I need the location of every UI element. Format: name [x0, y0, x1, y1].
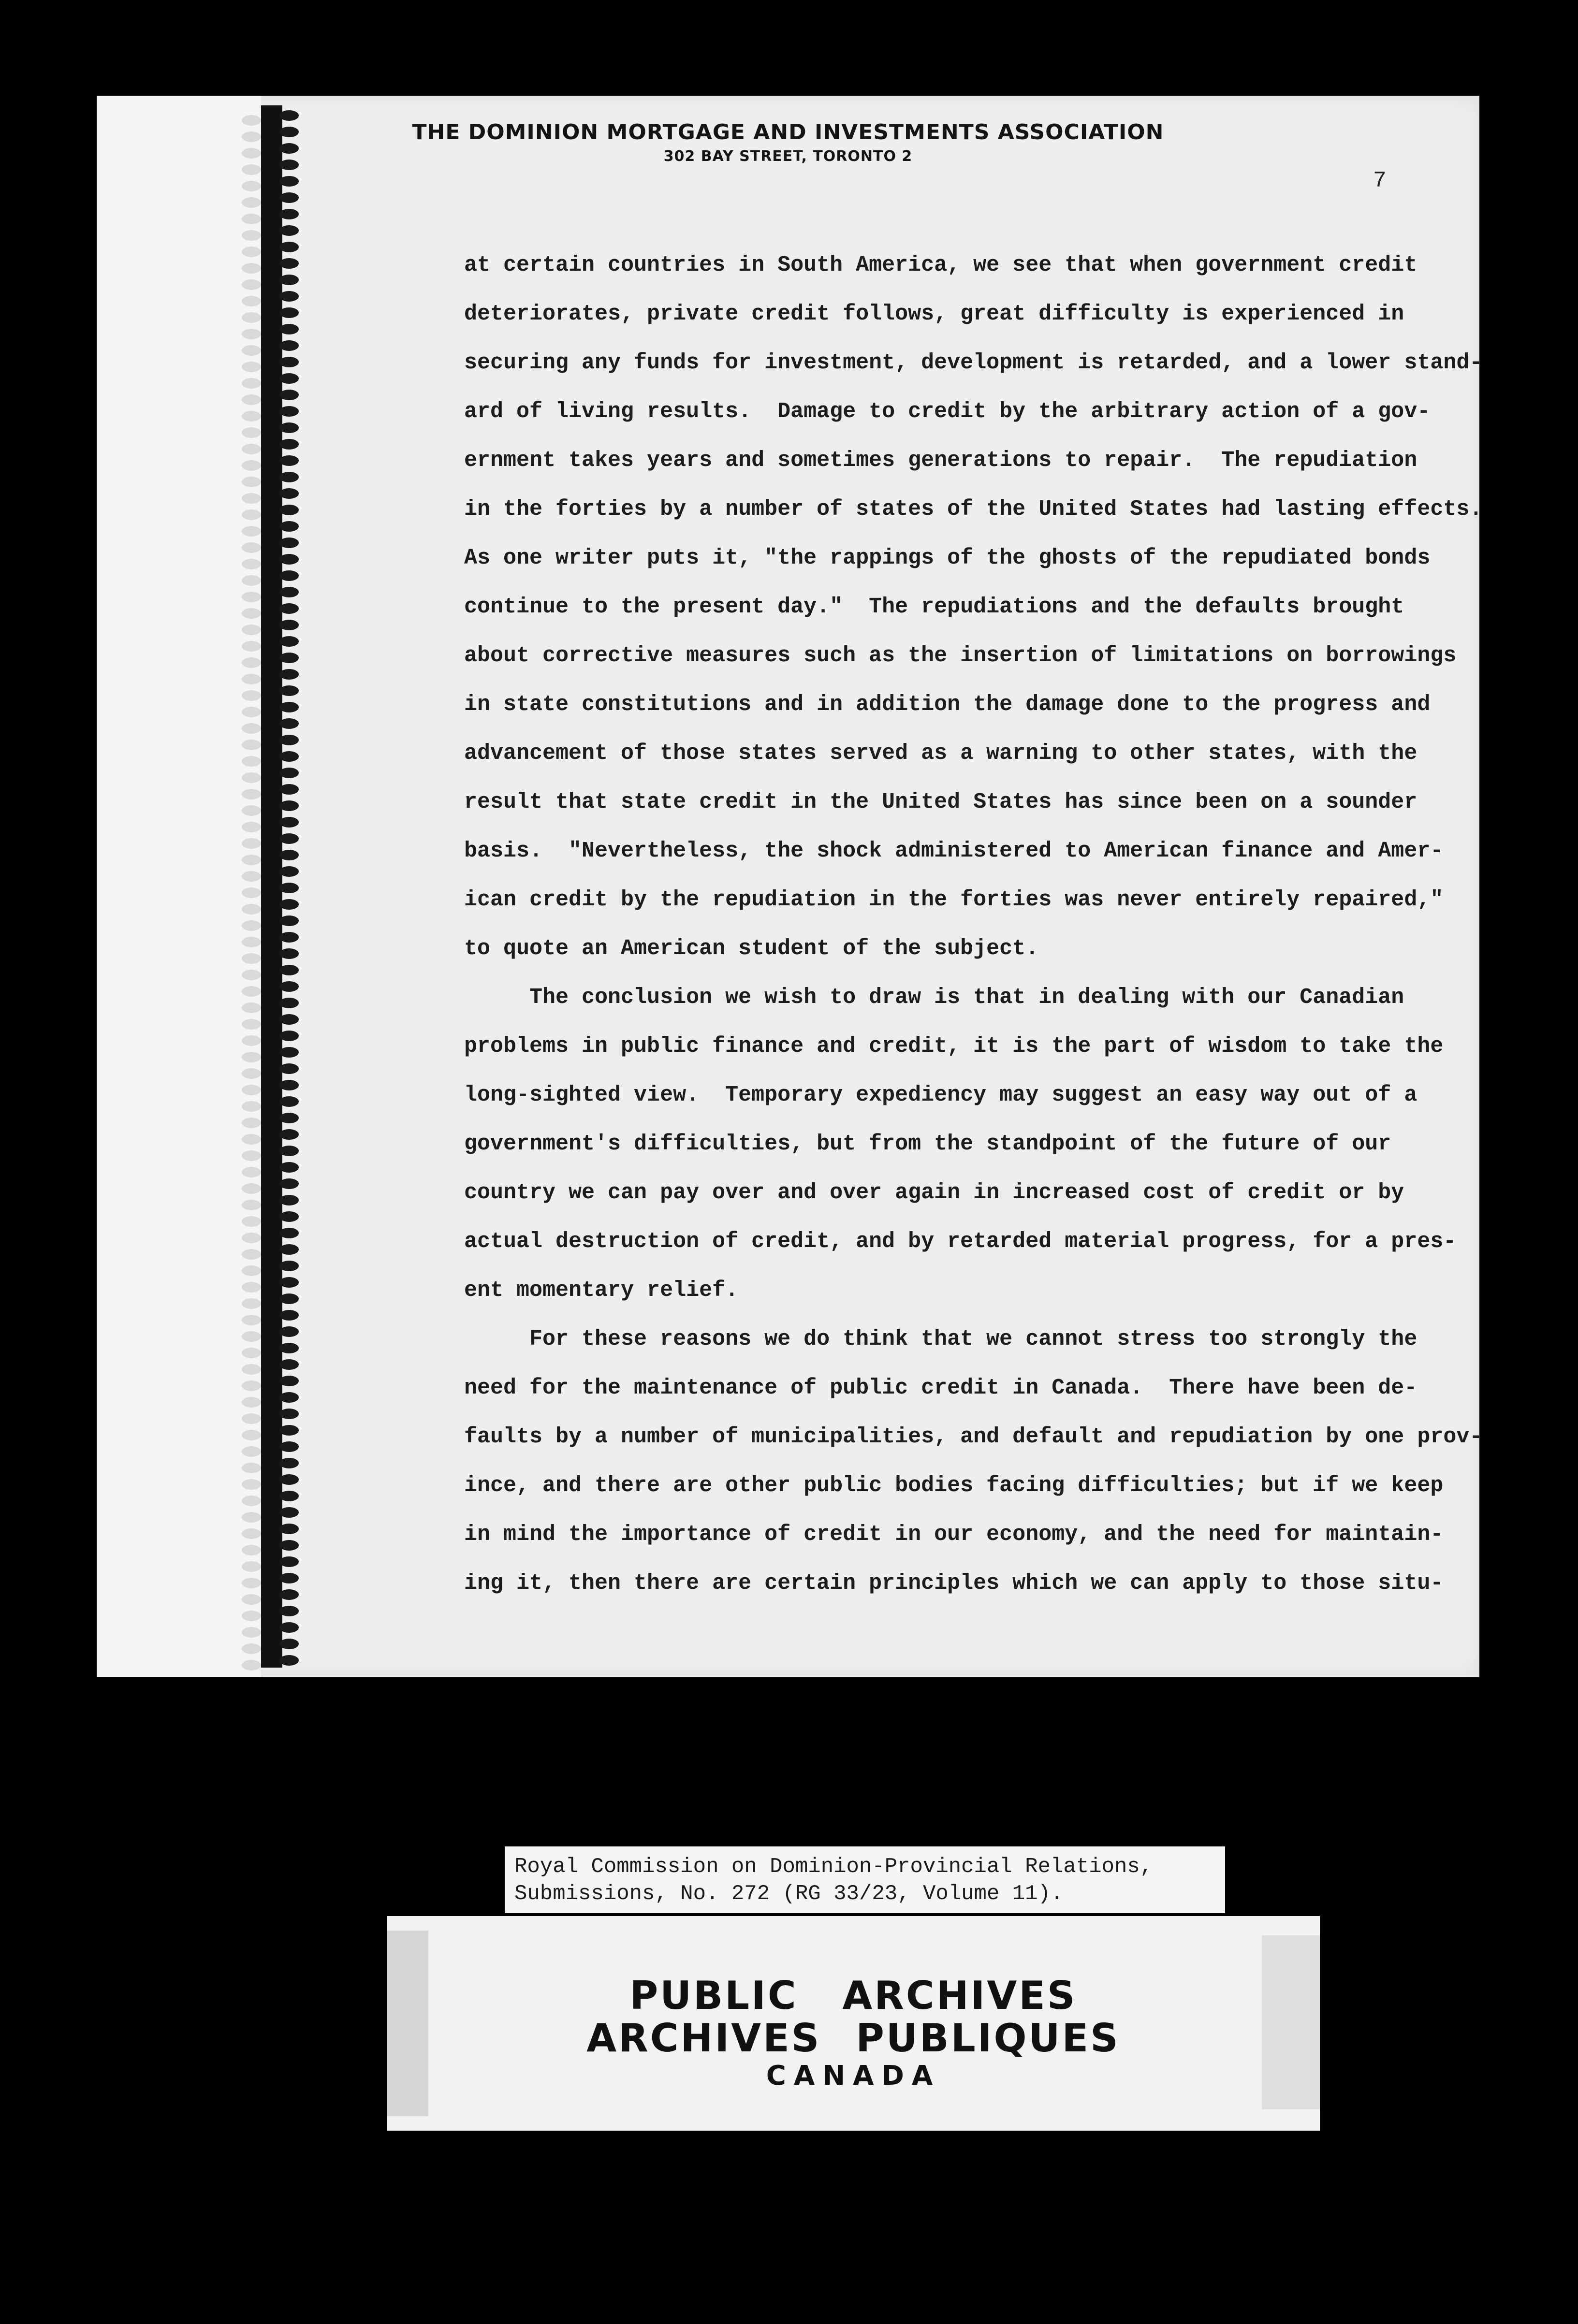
binding-ring: [279, 1491, 299, 1501]
text-line: faults by a number of municipalities, and default and repudiation by one prov-: [464, 1424, 1483, 1449]
binding-ring: [279, 965, 299, 975]
binding-ring-shadow: [242, 970, 261, 980]
stamp-line-2: ARCHIVES PUBLIQUES: [586, 2016, 1120, 2061]
binding-ring: [279, 1146, 299, 1156]
binding-ring-shadow: [242, 1611, 261, 1621]
binding-ring: [279, 505, 299, 515]
binding-ring: [279, 1293, 299, 1304]
document-page: [97, 96, 1483, 1677]
binding-ring-shadow: [242, 1413, 261, 1424]
binding-ring-shadow: [242, 674, 261, 684]
binding-ring-shadow: [242, 1265, 261, 1276]
page-number: 7: [1373, 168, 1387, 193]
binding-ring: [279, 932, 299, 943]
binding-ring: [279, 1474, 299, 1485]
text-line: actual destruction of credit, and by retarded material progress, for a pres-: [464, 1229, 1457, 1254]
binding-ring: [279, 242, 299, 252]
text-line: in mind the importance of credit in our economy, and the need for maintain-: [464, 1522, 1444, 1547]
binding-ring-shadow: [242, 1397, 261, 1408]
binding-ring-shadow: [242, 1249, 261, 1260]
binding-ring: [279, 390, 299, 400]
binding-ring: [279, 1606, 299, 1616]
binding-ring-shadow: [242, 1512, 261, 1523]
text-line: ard of living results. Damage to credit by the arbitrary action of a gov-: [464, 399, 1431, 424]
text-line: The conclusion we wish to draw is that in dealing with our Canadian: [464, 985, 1404, 1010]
binding-ring: [279, 1047, 299, 1058]
binding-ring-shadow: [242, 1167, 261, 1177]
binding-ring-shadow: [242, 247, 261, 257]
binding-ring: [279, 784, 299, 795]
text-line: deteriorates, private credit follows, great difficulty is experienced in: [464, 302, 1404, 326]
binding-ring-shadow: [242, 1216, 261, 1227]
binding-ring: [279, 718, 299, 729]
binding-ring-shadow: [242, 1364, 261, 1375]
binding-ring-shadow: [242, 394, 261, 405]
text-line: ernment takes years and sometimes generations to repair. The repudiation: [464, 448, 1417, 473]
binding-ring-shadow: [242, 1331, 261, 1342]
binding-ring-shadow: [242, 887, 261, 898]
binding-ring-shadow: [242, 1200, 261, 1210]
binding-ring: [279, 1376, 299, 1386]
binding-ring: [279, 488, 299, 499]
binding-ring: [279, 669, 299, 680]
binding-ring-shadow: [242, 279, 261, 290]
body-text: [464, 241, 1483, 1608]
binding-ring-shadow: [242, 164, 261, 175]
binding-ring: [279, 1409, 299, 1419]
archive-reference-line-2: Submissions, No. 272 (RG 33/23, Volume 11).: [514, 1882, 1064, 1906]
binding-ring-shadow: [242, 1101, 261, 1112]
binding-ring-shadow: [242, 1233, 261, 1243]
binding-ring-shadow: [242, 707, 261, 717]
text-line: country we can pay over and over again in increased cost of credit or by: [464, 1180, 1404, 1205]
binding-ring: [279, 1162, 299, 1173]
binding-ring: [279, 1441, 299, 1452]
binding-ring-shadow: [242, 230, 261, 241]
binding-ring: [279, 324, 299, 334]
binding-ring-shadow: [242, 460, 261, 471]
binding-ring: [279, 1573, 299, 1583]
binding-ring-shadow: [242, 641, 261, 652]
binding-ring-shadow: [242, 542, 261, 553]
binding-ring-shadow: [242, 1545, 261, 1555]
binding-ring-shadow: [242, 312, 261, 323]
text-line: continue to the present day." The repudiations and the defaults brought: [464, 595, 1404, 619]
binding-ring: [279, 653, 299, 663]
binding-ring: [279, 1261, 299, 1271]
text-line: ing it, then there are certain principles which we can apply to those situ-: [464, 1571, 1444, 1596]
text-line: ince, and there are other public bodies facing difficulties; but if we keep: [464, 1473, 1444, 1498]
binding-ring-shadow: [242, 1594, 261, 1605]
binding-ring-shadow: [242, 986, 261, 997]
binding-ring: [279, 225, 299, 236]
binding-ring: [279, 570, 299, 581]
binding-ring: [279, 735, 299, 745]
binding-ring: [279, 1639, 299, 1649]
binding-ring: [279, 768, 299, 778]
binding-ring: [279, 833, 299, 844]
letterhead-address: 302 BAY STREET, TORONTO 2: [663, 148, 913, 165]
binding-ring-shadow: [242, 1068, 261, 1079]
binding-ring-shadow: [242, 953, 261, 964]
binding-ring: [279, 1113, 299, 1123]
text-line: in state constitutions and in addition the damage done to the progress and: [464, 692, 1431, 717]
stamp-line-3: CANADA: [766, 2060, 941, 2092]
binding-ring-shadow: [242, 608, 261, 619]
binding-ring-shadow: [242, 690, 261, 701]
binding-ring: [279, 307, 299, 318]
binding-ring-shadow: [242, 411, 261, 421]
binding-ring: [279, 1228, 299, 1238]
binding-ring-shadow: [242, 362, 261, 372]
binding-ring-shadow: [242, 1002, 261, 1013]
binding-ring-shadow: [242, 1134, 261, 1145]
binding-ring-shadow: [242, 1085, 261, 1095]
binding-ring-shadow: [242, 427, 261, 438]
binding-ring-shadow: [242, 181, 261, 191]
binding-ring: [279, 209, 299, 219]
binding-ring: [279, 1063, 299, 1074]
binding-ring: [279, 1655, 299, 1666]
binding-ring: [279, 636, 299, 647]
text-line: at certain countries in South America, we see that when government credit: [464, 253, 1417, 277]
page-left-margin: [97, 96, 261, 1677]
text-line: government's difficulties, but from the standpoint of the future of our: [464, 1132, 1391, 1156]
binding-ring-shadow: [242, 1430, 261, 1440]
archives-stamp: [387, 1916, 1320, 2131]
binding-ring-shadow: [242, 1380, 261, 1391]
binding-ring-shadow: [242, 575, 261, 586]
binding-ring-shadow: [242, 1118, 261, 1128]
binding-ring: [279, 702, 299, 712]
binding-ring-shadow: [242, 904, 261, 915]
archive-reference-label: [505, 1846, 1225, 1913]
text-line: problems in public finance and credit, it is the part of wisdom to take the: [464, 1034, 1444, 1059]
binding-ring: [279, 422, 299, 433]
stamp-line-1: PUBLIC ARCHIVES: [629, 1973, 1077, 2018]
binding-ring-shadow: [242, 345, 261, 356]
text-line: result that state credit in the United States has since been on a sounder: [464, 790, 1417, 814]
binding-ring: [279, 1244, 299, 1255]
binding-ring-shadow: [242, 1298, 261, 1309]
binding-ring: [279, 866, 299, 877]
binding-ring-shadow: [242, 723, 261, 734]
binding-ring: [279, 258, 299, 269]
binding-ring-shadow: [242, 1660, 261, 1670]
binding-ring: [279, 603, 299, 614]
binding-ring-shadow: [242, 871, 261, 882]
text-line: to quote an American student of the subject.: [464, 936, 1039, 961]
binding-ring: [279, 439, 299, 450]
binding-ring-shadow: [242, 444, 261, 454]
binding-ring: [279, 1524, 299, 1534]
text-line: securing any funds for investment, development is retarded, and a lower stand-: [464, 350, 1483, 375]
binding-ring: [279, 275, 299, 285]
binding-ring: [279, 406, 299, 417]
binding-ring-shadow: [242, 838, 261, 849]
binding-ring-shadow: [242, 772, 261, 783]
binding-ring-shadow: [242, 1463, 261, 1473]
text-line: basis. "Nevertheless, the shock administered to American finance and Amer-: [464, 839, 1444, 863]
binding-ring: [279, 751, 299, 762]
binding-ring: [279, 1195, 299, 1206]
binding-ring: [279, 455, 299, 466]
binding-ring: [279, 1211, 299, 1222]
binding-ring-shadow: [242, 1479, 261, 1490]
binding-ring-shadow: [242, 509, 261, 520]
text-line: long-sighted view. Temporary expediency may suggest an easy way out of a: [464, 1083, 1417, 1107]
binding-ring: [279, 291, 299, 302]
binding-ring-shadow: [242, 1315, 261, 1325]
binding-ring: [279, 817, 299, 828]
binding-ring: [279, 192, 299, 203]
binding-ring: [279, 537, 299, 548]
binding-ring: [279, 472, 299, 482]
binding-ring: [279, 1326, 299, 1337]
binding-ring-shadow: [242, 526, 261, 537]
archive-reference-line-1: Royal Commission on Dominion-Provincial Relations,: [514, 1855, 1153, 1879]
binding-ring-shadow: [242, 657, 261, 668]
binding-ring-shadow: [242, 1019, 261, 1030]
binding-ring-shadow: [242, 1627, 261, 1638]
binding-ring: [279, 1589, 299, 1600]
binding-ring: [279, 850, 299, 860]
binding-ring-shadow: [242, 1561, 261, 1572]
binding-ring: [279, 1031, 299, 1041]
binding-ring: [279, 981, 299, 992]
binding-ring-shadow: [242, 378, 261, 389]
binding-ring-shadow: [242, 1282, 261, 1293]
binding-ring-shadow: [242, 493, 261, 504]
binding-ring: [279, 1014, 299, 1025]
binding-ring: [279, 800, 299, 811]
binding-ring-shadow: [242, 1446, 261, 1457]
binding-ring-shadow: [242, 789, 261, 799]
binding-ring-shadow: [242, 805, 261, 816]
text-line: ican credit by the repudiation in the forties was never entirely repaired,": [464, 887, 1444, 912]
binding-ring: [279, 521, 299, 532]
binding-ring-shadow: [242, 1528, 261, 1539]
binding-ring: [279, 1425, 299, 1436]
binding-ring-shadow: [242, 592, 261, 602]
binding-ring: [279, 176, 299, 187]
binding-ring: [279, 1080, 299, 1090]
binding-ring: [279, 1392, 299, 1403]
letterhead-title: THE DOMINION MORTGAGE AND INVESTMENTS ASSOCIATION: [412, 120, 1164, 145]
binding-ring-shadow: [242, 1496, 261, 1506]
binding-ring: [279, 1178, 299, 1189]
binding-ring-shadow: [242, 559, 261, 569]
binding-ring: [279, 110, 299, 121]
binding-ring-shadow: [242, 1643, 261, 1654]
binding-ring: [279, 1277, 299, 1288]
binding-ring-shadow: [242, 740, 261, 750]
binding-ring-shadow: [242, 920, 261, 931]
binding-ring: [279, 1343, 299, 1353]
binding-ring-shadow: [242, 756, 261, 767]
binding-ring: [279, 1458, 299, 1468]
text-line: need for the maintenance of public credit in Canada. There have been de-: [464, 1376, 1417, 1400]
binding-ring-shadow: [242, 822, 261, 832]
binding-ring-shadow: [242, 1578, 261, 1588]
text-line: ent momentary relief.: [464, 1278, 739, 1303]
binding-ring-shadow: [242, 296, 261, 306]
binding-ring: [279, 883, 299, 893]
binding-ring: [279, 1622, 299, 1633]
binding-ring-shadow: [242, 937, 261, 947]
binding-ring: [279, 1310, 299, 1321]
binding-ring-shadow: [242, 329, 261, 339]
binding-ring-shadow: [242, 625, 261, 635]
binding-ring: [279, 899, 299, 910]
binding-ring-shadow: [242, 1150, 261, 1161]
binding-ring: [279, 587, 299, 597]
text-line: about corrective measures such as the insertion of limitations on borrowings: [464, 643, 1457, 668]
binding-ring: [279, 915, 299, 926]
binding-ring: [279, 373, 299, 384]
binding-ring: [279, 1540, 299, 1551]
binding-ring: [279, 998, 299, 1008]
binding-ring: [279, 620, 299, 630]
binding-ring: [279, 357, 299, 367]
binding-ring-shadow: [242, 1052, 261, 1062]
binding-ring: [279, 1096, 299, 1107]
binding-ring: [279, 685, 299, 696]
text-line: advancement of those states served as a warning to other states, with the: [464, 741, 1417, 766]
binding-ring-shadow: [242, 1348, 261, 1358]
binding-ring-shadow: [242, 197, 261, 208]
binding-ring-shadow: [242, 1035, 261, 1046]
binding-ring: [279, 948, 299, 959]
text-line: As one writer puts it, "the rappings of the ghosts of the repudiated bonds: [464, 546, 1431, 570]
binding-ring-shadow: [242, 855, 261, 865]
binding-ring: [279, 1129, 299, 1140]
binding-ring-shadow: [242, 214, 261, 224]
binding-ring: [279, 1507, 299, 1518]
text-line: For these reasons we do think that we cannot stress too strongly the: [464, 1327, 1417, 1351]
text-line: in the forties by a number of states of the United States had lasting effects.: [464, 497, 1483, 522]
binding-ring-shadow: [242, 477, 261, 487]
binding-ring-shadow: [242, 263, 261, 274]
binding-ring: [279, 1556, 299, 1567]
binding-ring: [279, 1359, 299, 1370]
binding-ring: [279, 340, 299, 351]
binding-ring-shadow: [242, 1183, 261, 1194]
binding-ring: [279, 554, 299, 565]
